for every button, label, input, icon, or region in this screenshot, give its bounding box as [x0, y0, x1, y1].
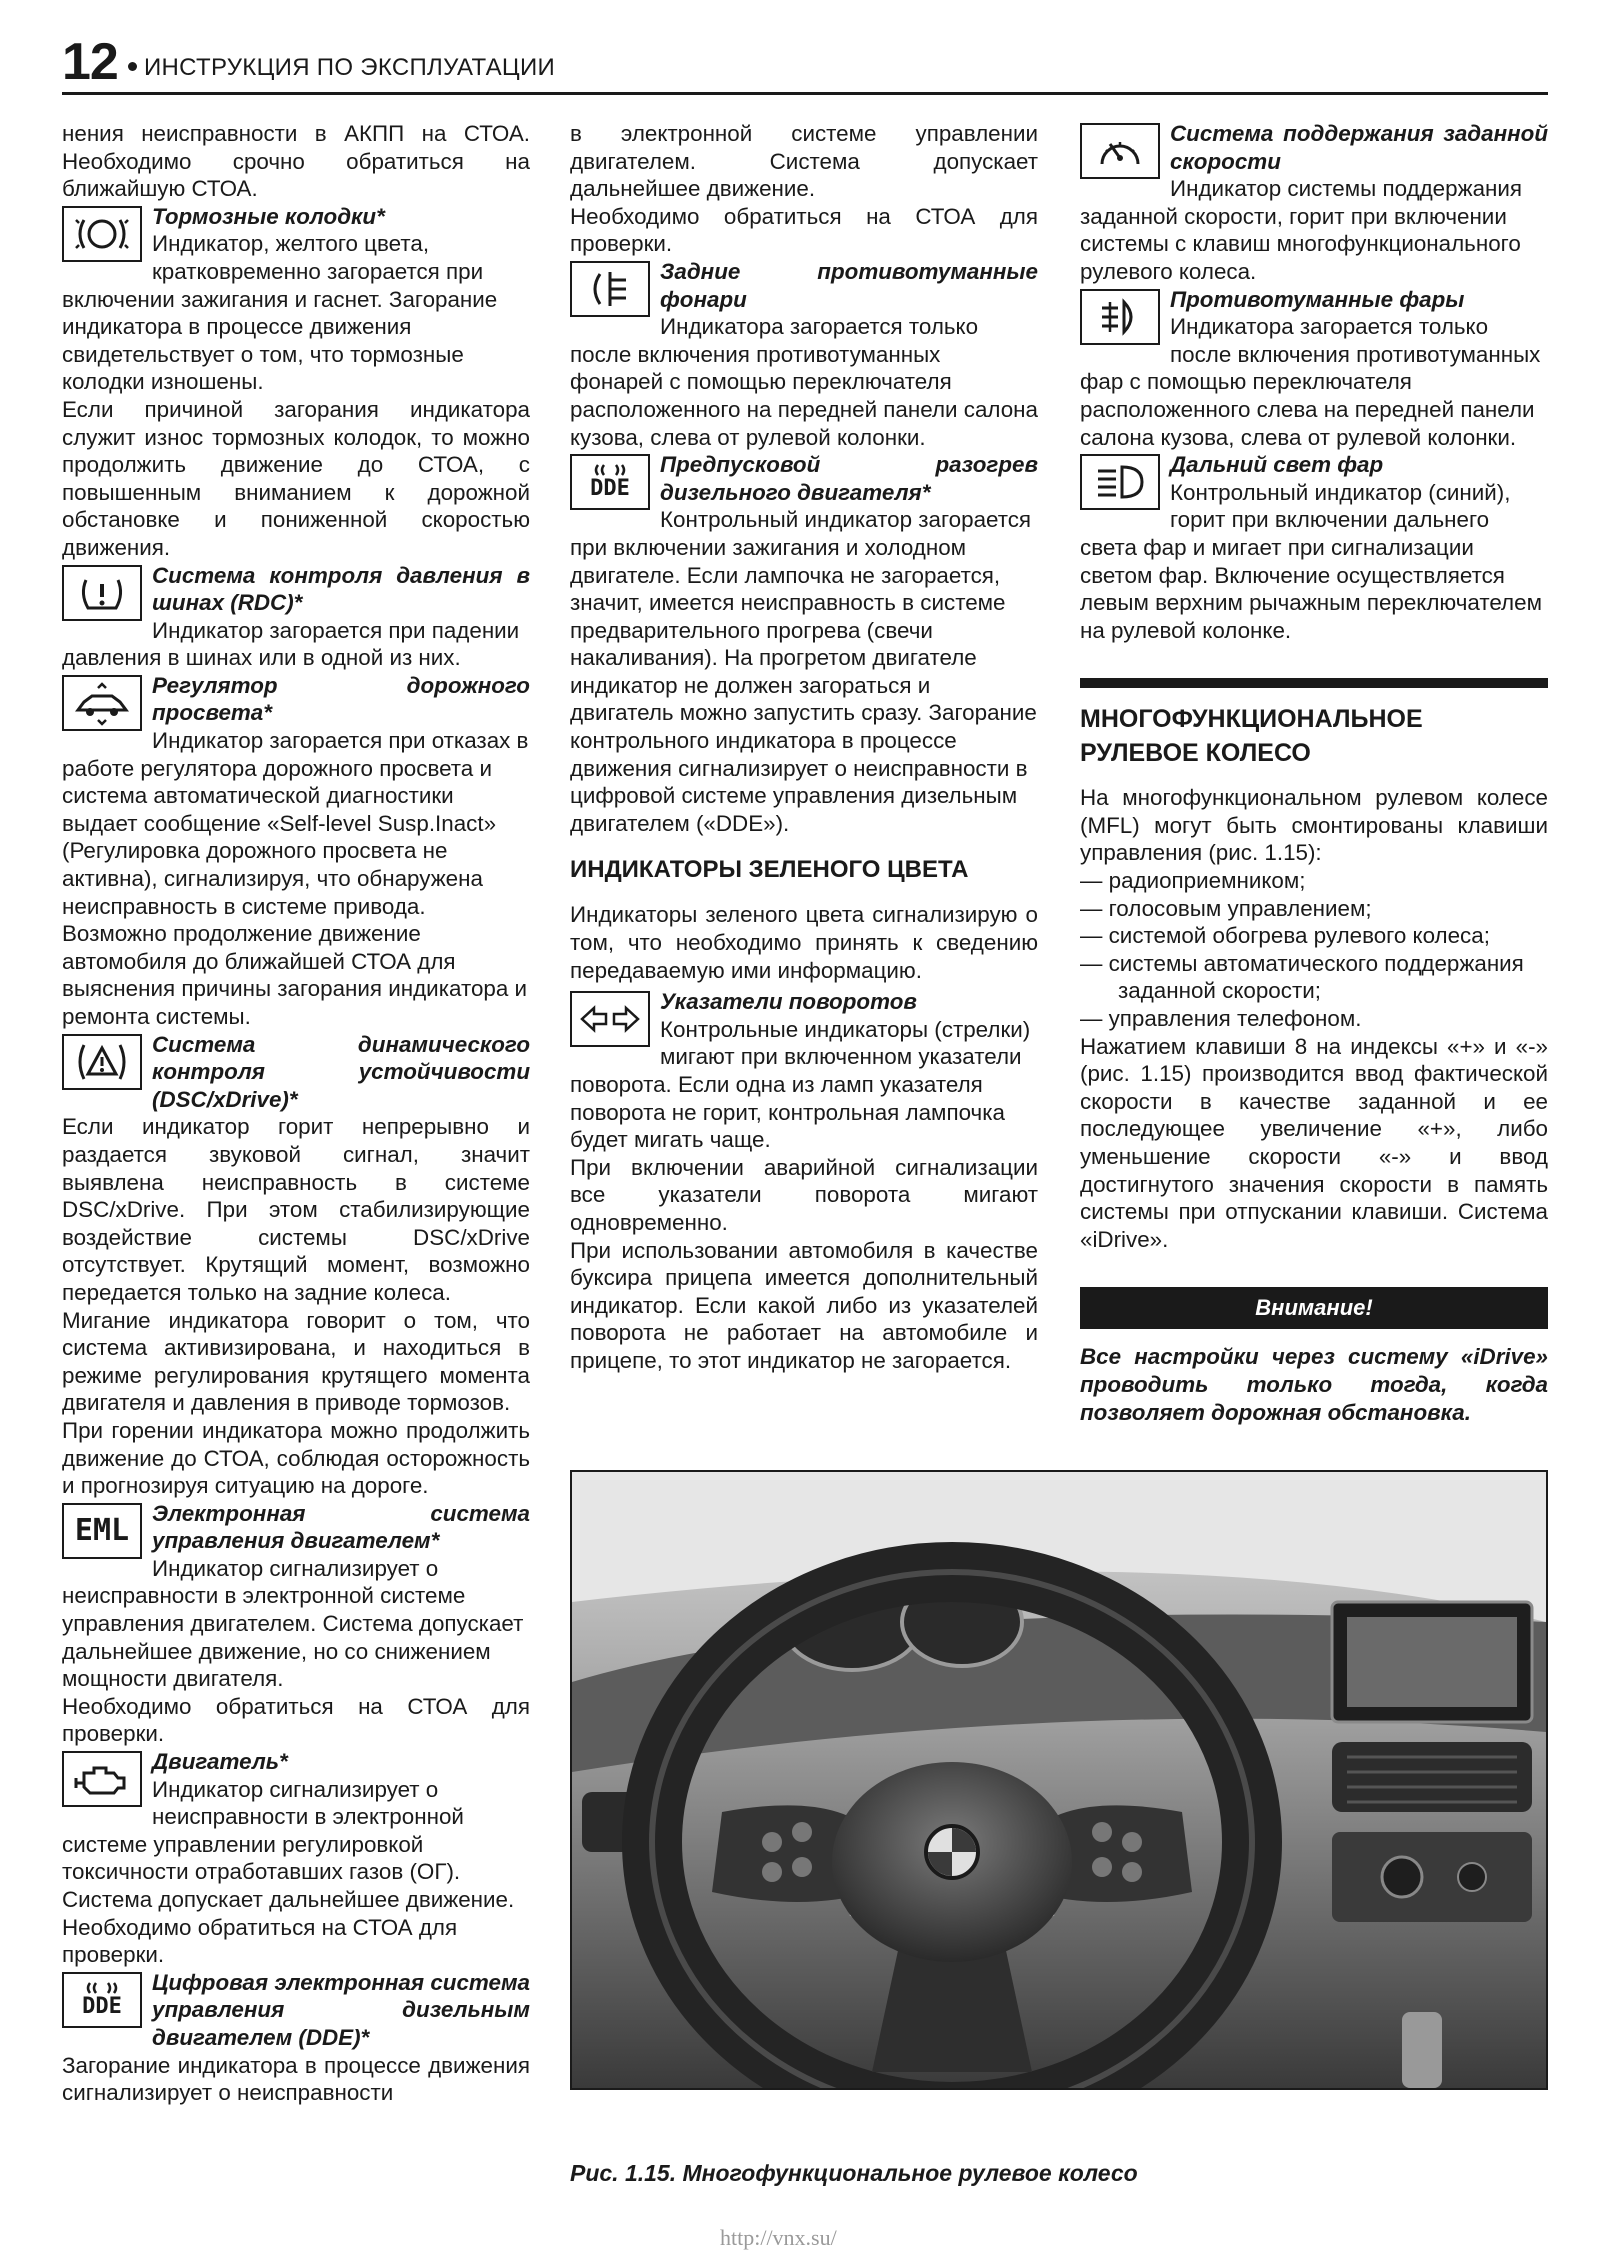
indicator-text: Индикатор загорается при отказах в работе регулятора дорожного просвета и система автоматической диагностики выдает сообщение «Self-level Susp.Inact» (Регулировка дорожного просвета не активна), сигнализируя, что обнаружена неисправность в системе привода. Возможно продолжение движение автомобиля до ближайшей СТОА для выяснения причины загорания индикатора и ремонта системы. — [62, 728, 529, 1029]
turn-signals-icon — [570, 991, 650, 1047]
indicator-title: Система динамического контроля устойчивости (DSC/xDrive)* — [152, 1031, 530, 1112]
paragraph: Необходимо обратиться на СТОА для проверки. — [570, 203, 1038, 257]
figure-caption: Рис. 1.15. Многофункциональное рулевое колесо — [570, 2160, 1138, 2186]
indicator-text: Индикатора загорается только после включения противотуманных фар с помощью переключателя расположенного слева на передней панели салона кузова, слева от рулевой колонки. — [1080, 314, 1541, 450]
warning-text: Все настройки через систему «iDrive» проводить только тогда, когда позволяет дорожная обстановка. — [1080, 1344, 1548, 1425]
paragraph: Необходимо обратиться на СТОА для проверки. — [62, 1693, 530, 1747]
indicator-text: Индикатор сигнализирует о неисправности в электронной системе управления двигателем. Система допускает дальнейшее движение, но со снижением мощности двигателя. — [62, 1555, 524, 1692]
indicator-title: Предпусковой разогрев дизельного двигателя* — [660, 452, 1038, 505]
glow-plug-icon — [82, 1981, 122, 1995]
column-1 — [62, 120, 530, 2107]
glow-plug-icon — [590, 463, 630, 477]
indicator-text: Индикатор, желтого цвета, кратковременно загорается при включении зажигания и гаснет. Загорание индикатора в процессе движения свидетельствует о том, что тормозные колодки изношены. — [62, 231, 498, 395]
indicator-front-fog — [1080, 286, 1548, 452]
paragraph: Мигание индикатора говорит о том, что система активизирована, и находиться в режиме регулирования крутящего момента двигателя и давления в приводе тормозов. — [62, 1307, 530, 1416]
indicator-ride-height — [62, 672, 530, 1031]
dde-icon-label: DDE — [590, 476, 630, 502]
indicator-text: Индикатора загорается только после включения противотуманных фонарей с помощью переключателя расположенного на передней панели салона кузова, слева от рулевой колонки. — [570, 314, 1038, 450]
tire-pressure-icon — [62, 565, 142, 621]
warning-banner: Внимание! — [1080, 1287, 1548, 1329]
section-heading-green: ИНДИКАТОРЫ ЗЕЛЕНОГО ЦВЕТА — [570, 856, 969, 884]
cruise-control-icon — [1080, 123, 1160, 179]
indicator-title: Противотуманные фары — [1170, 286, 1465, 312]
indicator-high-beam — [1080, 451, 1548, 644]
indicator-eml — [62, 1500, 530, 1693]
indicator-rear-fog — [570, 258, 1038, 451]
indicator-text: Контрольный индикатор загорается при включении зажигания и холодном двигателе. Если лампочка не загорается, значит, имеется неисправность в системе предварительного прогрева (свечи накаливания). На прогретом двигателе индикатор не должен загораться и двигатель можно запустить сразу. Загорание контрольного индикатора в процессе движения сигнализирует о неисправности в цифровой системе управления дизельным двигателем («DDE»). — [570, 507, 1037, 836]
indicator-title: Система поддержания заданной скорости — [1170, 121, 1548, 174]
indicator-title: Регулятор дорожного просвета* — [152, 672, 530, 726]
paragraph: Нажатием клавиши 8 на индексы «+» и «-» (рис. 1.15) производится ввод фактической скорости в качестве заданной и ее последующее увеличение «+», либо уменьшение скорости «-» и ввод достигнутого значения скорости в память системы при отпускании клавиши. Система «iDrive». — [1080, 1033, 1548, 1252]
indicator-text: Контрольные индикаторы (стрелки) мигают при включенном указатели поворота. Если одна из ламп указателя поворота не горит, контрольная лампочка будет мигать чаще. — [570, 1016, 1031, 1153]
list-item: — системой обогрева рулевого колеса; — [1080, 923, 1490, 949]
indicator-title: Двигатель* — [152, 1749, 288, 1775]
column-3 — [1080, 120, 1548, 1426]
indicator-tire-pressure — [62, 562, 530, 672]
footer-url[interactable]: http://vnx.su/ — [720, 2225, 837, 2250]
indicator-title: Тормозные колодки* — [152, 203, 385, 229]
preheat-icon — [570, 454, 650, 510]
paragraph: в электронной системе управлении двигателем. Система допускает дальнейшее движение. — [570, 121, 1038, 202]
header-bullet — [128, 62, 137, 71]
indicator-text: Индикатор сигнализирует о неисправности в электронной системе управлении регулировкой токсичности отработавших газов (ОГ). Система допускает дальнейшее движение. Необходимо обратиться на СТОА для проверки. — [62, 1776, 515, 1968]
indicator-title: Задние противотуманные фонари — [660, 258, 1038, 312]
steering-wheel-illustration — [572, 1472, 1546, 2088]
indicator-text: Контрольный индикатор (синий), горит при включении дальнего света фар и мигает при сигнализации светом фар. Включение осуществляется левым верхним рычажным переключателем на рулевой колонке. — [1080, 479, 1542, 643]
indicator-text: Индикатор системы поддержания заданной скорости, горит при включении системы с клавиш многофункционального рулевого колеса. — [1080, 176, 1523, 284]
indicator-title: Дальний свет фар — [1170, 452, 1384, 478]
indicator-turn-signals — [570, 988, 1038, 1154]
dde-icon — [62, 1972, 142, 2028]
indicator-title: Электронная система управления двигателем* — [152, 1500, 530, 1554]
indicator-stability-control — [62, 1031, 530, 1114]
paragraph: При включении аварийной сигнализации все указатели поворота мигают одновременно. — [570, 1154, 1038, 1235]
page-header — [62, 34, 1548, 95]
paragraph: Если причиной загорания индикатора служит износ тормозных колодок, то можно продолжить движение до СТОА, с повышенным вниманием к дорожной обстановке и пониженной скоростью движения. — [62, 396, 530, 560]
front-fog-light-icon — [1080, 289, 1160, 345]
paragraph: При горении индикатора можно продолжить движение до СТОА, соблюдая осторожность и прогнозируя ситуацию на дороге. — [62, 1417, 530, 1499]
rear-fog-light-icon — [570, 261, 650, 317]
page-number: 12 — [62, 33, 118, 91]
indicator-dde — [62, 1969, 530, 2052]
brake-pads-icon — [62, 206, 142, 262]
indicator-title: Указатели поворотов — [660, 989, 917, 1015]
paragraph: нения неисправности в АКПП на СТОА. Необходимо срочно обратиться на ближайшую СТОА. — [62, 121, 530, 202]
list-item: — голосовым управлением; — [1080, 895, 1372, 921]
steering-wheel-photo — [570, 1470, 1548, 2090]
paragraph: Индикаторы зеленого цвета сигнализирую о том, что необходимо принять к сведению передаваемую ими информацию. — [570, 902, 1038, 983]
mfl-list — [1080, 867, 1548, 1033]
indicator-cruise-control — [1080, 120, 1548, 286]
paragraph: На многофункциональном рулевом колесе (MFL) могут быть смонтированы клавиши управления (рис. 1.15): — [1080, 785, 1548, 866]
indicator-text: Индикатор загорается при падении давления в шинах или в одной из них. — [62, 617, 520, 671]
list-item: — управления телефоном. — [1080, 1006, 1362, 1032]
list-item: — радиоприемником; — [1080, 868, 1306, 894]
header-title: ИНСТРУКЦИЯ ПО ЭКСПЛУАТАЦИИ — [144, 54, 556, 81]
column-2 — [570, 120, 1038, 1375]
paragraph: При использовании автомобиля в качестве буксира прицепа имеется дополнительный индикатор. Если какой либо из указателей поворота не работает на автомобиле и прицепе, то этот индикатор не загорается. — [570, 1237, 1038, 1373]
stability-control-icon — [62, 1034, 142, 1090]
eml-icon-label: EML — [74, 1512, 130, 1548]
indicator-brake-pads — [62, 203, 530, 396]
indicator-title: Цифровая электронная система управления дизельным двигателем (DDE)* — [152, 1969, 530, 2050]
paragraph: Если индикатор горит непрерывно и раздается звуковой сигнал, значит выявлена неисправность в системе DSC/xDrive. При этом стабилизирующие воздействие системы DSC/xDrive отсутствует. Крутящий момент, возможно передается только на задние колеса. — [62, 1114, 530, 1305]
section-heading-mfl: МНОГОФУНКЦИОНАЛЬНОЕ РУЛЕВОЕ КОЛЕСО — [1080, 678, 1548, 770]
indicator-engine — [62, 1748, 530, 1969]
list-item: — системы автоматического поддержания заданной скорости; — [1080, 950, 1524, 1004]
engine-icon — [62, 1751, 142, 1807]
indicator-preheat — [570, 451, 1038, 837]
dde-icon-label: DDE — [82, 1993, 122, 2019]
eml-icon — [62, 1503, 142, 1559]
paragraph: Загорание индикатора в процессе движения сигнализирует о неисправности — [62, 2052, 530, 2106]
ride-height-icon — [62, 675, 142, 731]
high-beam-icon — [1080, 454, 1160, 510]
indicator-title: Система контроля давления в шинах (RDC)* — [152, 562, 530, 616]
